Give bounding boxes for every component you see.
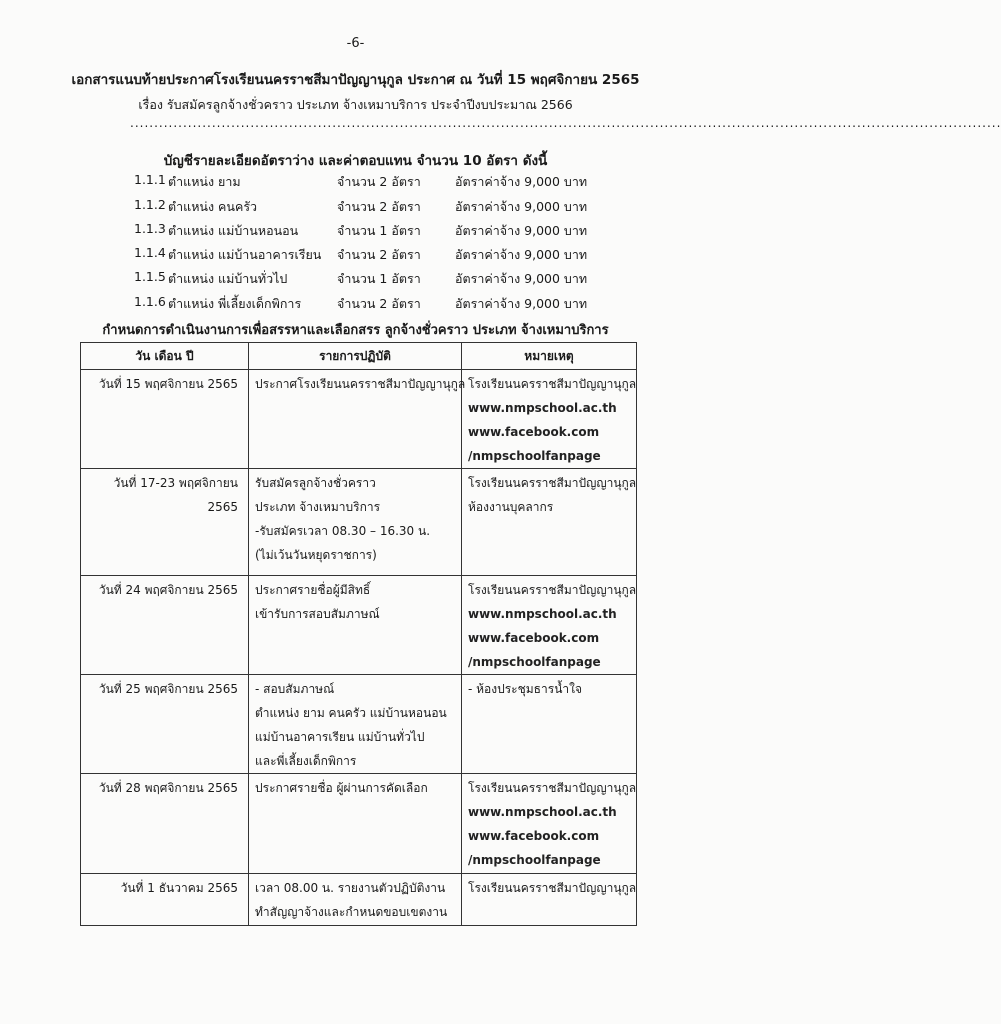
- position-row: [0, 294, 711, 318]
- position-count: จำนวน 1 อัตรา: [337, 223, 421, 238]
- document-title: เอกสารแนบท้ายประกาศโรงเรียนนครราชสีมาปัญญานุกูล ประกาศ ณ วันที่ 15 พฤศจิกายน 2565: [71, 72, 640, 88]
- schedule-row: [81, 576, 637, 675]
- schedule-title: กำหนดการดำเนินงานการเพื่อสรรหาและเลือกสรร ลูกจ้างชั่วคราว ประเภท จ้างเหมาบริการ: [102, 323, 609, 338]
- activity-line: ทำสัญญาจ้างและกำหนดขอบเขตงาน: [255, 905, 448, 919]
- position-count: จำนวน 2 อัตรา: [337, 296, 421, 311]
- schedule-header-row: [81, 343, 637, 370]
- position-name: ตำแหน่ง คนครัว: [168, 199, 258, 214]
- note-line: /nmpschoolfanpage: [468, 655, 601, 669]
- schedule-activity: [249, 370, 466, 469]
- schedule-row: [81, 774, 637, 874]
- activity-line: รับสมัครลูกจ้างชั่วคราว: [255, 476, 376, 490]
- note-line: www.facebook.com: [468, 829, 600, 843]
- schedule-note: [462, 675, 637, 774]
- schedule-note: [462, 370, 637, 469]
- position-row: [0, 197, 711, 221]
- schedule-note: [462, 576, 637, 675]
- note-line: ห้องงานบุคลากร: [468, 500, 554, 514]
- schedule-activity: [249, 469, 462, 576]
- position-number: 1.1.6: [134, 294, 166, 309]
- position-name: ตำแหน่ง แม่บ้านหอนอน: [168, 223, 299, 238]
- position-name: ตำแหน่ง พี่เลี้ยงเด็กพิการ: [168, 296, 302, 311]
- schedule-date: วันที่ 17-23 พฤศจิกายน 2565: [81, 469, 249, 576]
- note-line: โรงเรียนนครราชสีมาปัญญานุกูล: [468, 781, 637, 795]
- position-number: 1.1.2: [134, 197, 166, 212]
- note-line: โรงเรียนนครราชสีมาปัญญานุกูล: [468, 881, 637, 895]
- page-number: -6-: [346, 36, 365, 51]
- activity-line: ประเภท จ้างเหมาบริการ: [255, 500, 381, 514]
- note-line: www.nmpschool.ac.th: [468, 805, 617, 819]
- schedule-date: วันที่ 15 พฤศจิกายน 2565: [81, 370, 249, 469]
- activity-line: -รับสมัครเวลา 08.30 – 16.30 น.: [255, 524, 431, 538]
- schedule-note: [462, 469, 637, 576]
- position-rate: อัตราค่าจ้าง 9,000 บาท: [455, 223, 588, 238]
- position-number: 1.1.5: [134, 269, 166, 284]
- position-count: จำนวน 2 อัตรา: [337, 247, 421, 262]
- position-count: จำนวน 1 อัตรา: [337, 271, 421, 286]
- note-line: โรงเรียนนครราชสีมาปัญญานุกูล: [468, 583, 637, 597]
- note-line: /nmpschoolfanpage: [468, 449, 601, 463]
- position-row: [0, 221, 711, 245]
- schedule-date: วันที่ 1 ธันวาคม 2565: [81, 874, 249, 926]
- dotted-separator: .....................................................................................................................................................................................: [130, 116, 1001, 130]
- schedule-activity: [249, 675, 462, 774]
- position-count: จำนวน 2 อัตรา: [337, 174, 421, 189]
- note-line: www.nmpschool.ac.th: [468, 607, 617, 621]
- schedule-row: [81, 469, 637, 576]
- position-rate: อัตราค่าจ้าง 9,000 บาท: [455, 296, 588, 311]
- activity-line: เวลา 08.00 น. รายงานตัวปฏิบัติงาน: [255, 881, 446, 895]
- positions-title: บัญชีรายละเอียดอัตราว่าง และค่าตอบแทน จำนวน 10 อัตรา ดังนี้: [163, 153, 548, 169]
- position-rate: อัตราค่าจ้าง 9,000 บาท: [455, 247, 588, 262]
- schedule-note: [462, 774, 637, 874]
- schedule-note: [462, 874, 637, 926]
- position-name: ตำแหน่ง ยาม: [168, 174, 241, 189]
- position-rate: อัตราค่าจ้าง 9,000 บาท: [455, 199, 588, 214]
- activity-line: ประกาศรายชื่อ ผู้ผ่านการคัดเลือก: [255, 781, 428, 795]
- position-rate: อัตราค่าจ้าง 9,000 บาท: [455, 271, 588, 286]
- schedule-activity: [249, 874, 462, 926]
- note-line: โรงเรียนนครราชสีมาปัญญานุกูล: [468, 377, 637, 391]
- activity-line: (ไม่เว้นวันหยุดราชการ): [255, 548, 377, 562]
- header-date: วัน เดือน ปี: [81, 343, 249, 370]
- activity-line: ประกาศรายชื่อผู้มีสิทธิ์: [255, 583, 371, 597]
- schedule-date: วันที่ 24 พฤศจิกายน 2565: [81, 576, 249, 675]
- position-row: [0, 172, 711, 196]
- schedule-row: [81, 370, 637, 469]
- header-activity: รายการปฏิบัติ: [249, 343, 462, 370]
- schedule-row: [81, 675, 637, 774]
- activity-line: เข้ารับการสอบสัมภาษณ์: [255, 607, 380, 621]
- position-row: [0, 269, 711, 293]
- activity-line: - สอบสัมภาษณ์: [255, 682, 335, 696]
- note-line: /nmpschoolfanpage: [468, 853, 601, 867]
- position-name: ตำแหน่ง แม่บ้านอาคารเรียน: [168, 247, 322, 262]
- schedule-activity: [249, 576, 462, 675]
- schedule-table: [80, 342, 637, 926]
- note-line: www.facebook.com: [468, 425, 600, 439]
- position-row: [0, 245, 711, 269]
- schedule-activity: [249, 774, 462, 874]
- note-line: โรงเรียนนครราชสีมาปัญญานุกูล: [468, 476, 637, 490]
- activity-line: ตำแหน่ง ยาม คนครัว แม่บ้านหอนอน: [255, 706, 447, 720]
- document-subject: เรื่อง รับสมัครลูกจ้างชั่วคราว ประเภท จ้างเหมาบริการ ประจำปีงบประมาณ 2566: [138, 97, 573, 112]
- activity-line: แม่บ้านอาคารเรียน แม่บ้านทั่วไป: [255, 730, 425, 744]
- schedule-date: วันที่ 25 พฤศจิกายน 2565: [81, 675, 249, 774]
- position-count: จำนวน 2 อัตรา: [337, 199, 421, 214]
- position-name: ตำแหน่ง แม่บ้านทั่วไป: [168, 271, 288, 286]
- activity-line: และพี่เลี้ยงเด็กพิการ: [255, 754, 357, 768]
- schedule-date: วันที่ 28 พฤศจิกายน 2565: [81, 774, 249, 874]
- position-number: 1.1.3: [134, 221, 166, 236]
- position-number: 1.1.4: [134, 245, 166, 260]
- note-line: www.facebook.com: [468, 631, 600, 645]
- activity-line: ประกาศโรงเรียนนครราชสีมาปัญญานุกูล: [255, 377, 466, 391]
- schedule-row: [81, 874, 637, 926]
- position-number: 1.1.1: [134, 172, 166, 187]
- note-line: www.nmpschool.ac.th: [468, 401, 617, 415]
- position-rate: อัตราค่าจ้าง 9,000 บาท: [455, 174, 588, 189]
- note-line: - ห้องประชุมธารน้ำใจ: [468, 682, 583, 696]
- header-note: หมายเหตุ: [462, 343, 637, 370]
